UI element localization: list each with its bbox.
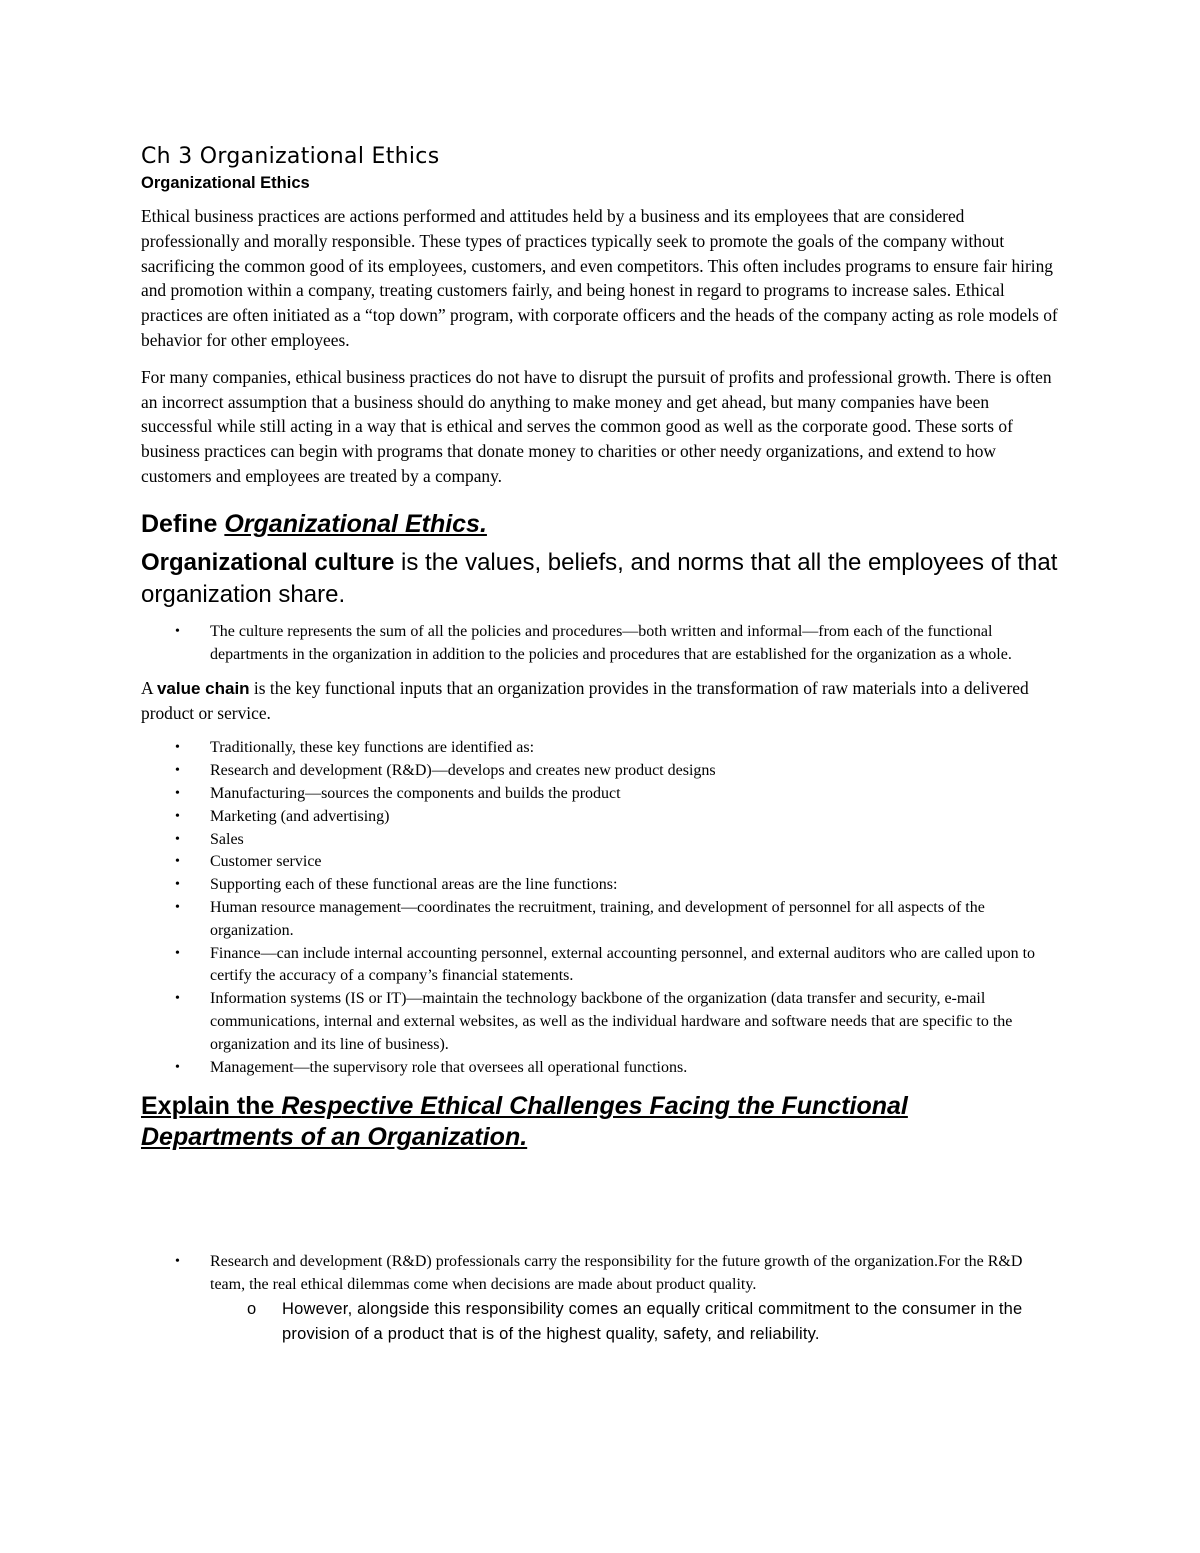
- blank-space: [141, 1153, 1061, 1251]
- document-subtitle: Organizational Ethics: [141, 174, 310, 192]
- bullet-icon: •: [175, 877, 180, 893]
- list-item-text: Supporting each of these functional areas are the line functions:: [210, 876, 618, 894]
- list-item: [141, 851, 1061, 874]
- bullet-icon: •: [175, 854, 180, 870]
- list-item-text: The culture represents the sum of all the policies and procedures—both written and informal—from each of the functional departments in the organization in addition to the policies and procedures that are established for the organization as a whole.: [210, 622, 1012, 663]
- list-item: [141, 943, 1061, 989]
- list-item-text: Traditionally, these key functions are identified as:: [210, 739, 535, 757]
- list-item-text: Marketing (and advertising): [210, 807, 390, 825]
- explain-heading-prefix: Explain the: [141, 1092, 282, 1121]
- culture-bullet-list: [141, 621, 1061, 667]
- list-item-text: Human resource management—coordinates the recruitment, training, and development of personnel for all aspects of the organization.: [210, 898, 985, 939]
- list-item-text: Research and development (R&D) professionals carry the responsibility for the future growth of the organization.For the R&D team, the real ethical dilemmas come when decisions are made about product quality.: [210, 1253, 1023, 1294]
- bullet-icon: •: [175, 1059, 180, 1075]
- list-item: [141, 874, 1061, 897]
- sub-list-item: [141, 1297, 1061, 1347]
- value-chain-definition: [141, 676, 1061, 725]
- value-chain-prefix: A: [141, 678, 157, 699]
- bullet-icon: •: [175, 831, 180, 847]
- circle-bullet-icon: o: [247, 1299, 257, 1318]
- rd-sub-bullet-list: [141, 1297, 1061, 1347]
- explain-heading: [141, 1091, 1061, 1153]
- list-item: [141, 737, 1061, 760]
- list-item-text: Sales: [210, 830, 244, 848]
- list-item: [141, 1057, 1061, 1080]
- rd-bullet-list: [141, 1251, 1061, 1297]
- list-item-text: Information systems (IS or IT)—maintain the technology backbone of the organization (data transfer and security, e-mail communications, internal and external websites, as well as the individual hardware and software needs that are specific to the organization and its line of business).: [210, 990, 1013, 1053]
- bullet-icon: •: [175, 763, 180, 779]
- list-item: [141, 806, 1061, 829]
- paragraph-ethical-practices: Ethical business practices are actions performed and attitudes held by a business and its employees that are considered professionally and morally responsible. These types of practices typically seek to promote the goals of the company without sacrificing the common good of its employees, customers, and even competitors. This often includes programs to ensure fair hiring and promotion within a company, treating customers fairly, and being honest in regard to programs to increase sales. Ethical practices are often initiated as a “top down” program, with corporate officers and the heads of the company acting as role models of behavior for other employees.: [141, 206, 1058, 350]
- culture-term: Organizational culture: [141, 548, 395, 576]
- sub-list-item-text: However, alongside this responsibility comes an equally critical commitment to the consumer in the provision of a product that is of the highest quality, safety, and reliability.: [282, 1299, 1023, 1343]
- bullet-icon: •: [175, 899, 180, 915]
- list-item: [141, 829, 1061, 852]
- value-chain-bullet-list: [141, 737, 1061, 1079]
- define-heading: [141, 507, 1061, 541]
- bullet-icon: •: [175, 623, 180, 639]
- list-item: [141, 621, 1061, 667]
- list-item-text: Research and development (R&D)—develops and creates new product designs: [210, 762, 716, 780]
- document-title: Ch 3 Organizational Ethics: [141, 144, 440, 169]
- bullet-icon: •: [175, 1254, 180, 1270]
- bullet-icon: •: [175, 991, 180, 1007]
- list-item: [141, 1251, 1061, 1297]
- document-page: [141, 142, 1061, 1347]
- culture-definition-text: is the values, beliefs, and norms that all the employees of that organization share.: [141, 548, 1058, 608]
- list-item-text: Finance—can include internal accounting personnel, external accounting personnel, and external auditors who are called upon to certify the accuracy of a company’s financial statements.: [210, 944, 1036, 985]
- list-item: [141, 897, 1061, 943]
- bullet-icon: •: [175, 740, 180, 756]
- list-item: [141, 988, 1061, 1056]
- value-chain-definition-text: is the key functional inputs that an organization provides in the transformation of raw materials into a delivered product or service.: [141, 678, 1029, 724]
- define-heading-emphasis: Organizational Ethics.: [224, 509, 487, 538]
- paragraph-profits: For many companies, ethical business practices do not have to disrupt the pursuit of profits and professional growth. There is often an incorrect assumption that a business should do anything to make money and get ahead, but many companies have been successful while still acting in a way that is ethical and serves the common good as well as the corporate good. These sorts of business practices can begin with programs that donate money to charities or other needy organizations, and extend to how customers and employees are treated by a company.: [141, 366, 1052, 486]
- bullet-icon: •: [175, 785, 180, 801]
- bullet-icon: •: [175, 808, 180, 824]
- value-chain-term: value chain: [156, 679, 250, 699]
- list-item: [141, 783, 1061, 806]
- culture-definition: [141, 547, 1061, 611]
- list-item-text: Management—the supervisory role that oversees all operational functions.: [210, 1058, 688, 1076]
- bullet-icon: •: [175, 945, 180, 961]
- explain-heading-emphasis: Respective Ethical Challenges Facing the Functional Departments of an Organization.: [141, 1092, 908, 1152]
- list-item: [141, 760, 1061, 783]
- list-item-text: Manufacturing—sources the components and builds the product: [210, 784, 621, 802]
- list-item-text: Customer service: [210, 853, 322, 871]
- define-heading-prefix: Define: [141, 509, 225, 538]
